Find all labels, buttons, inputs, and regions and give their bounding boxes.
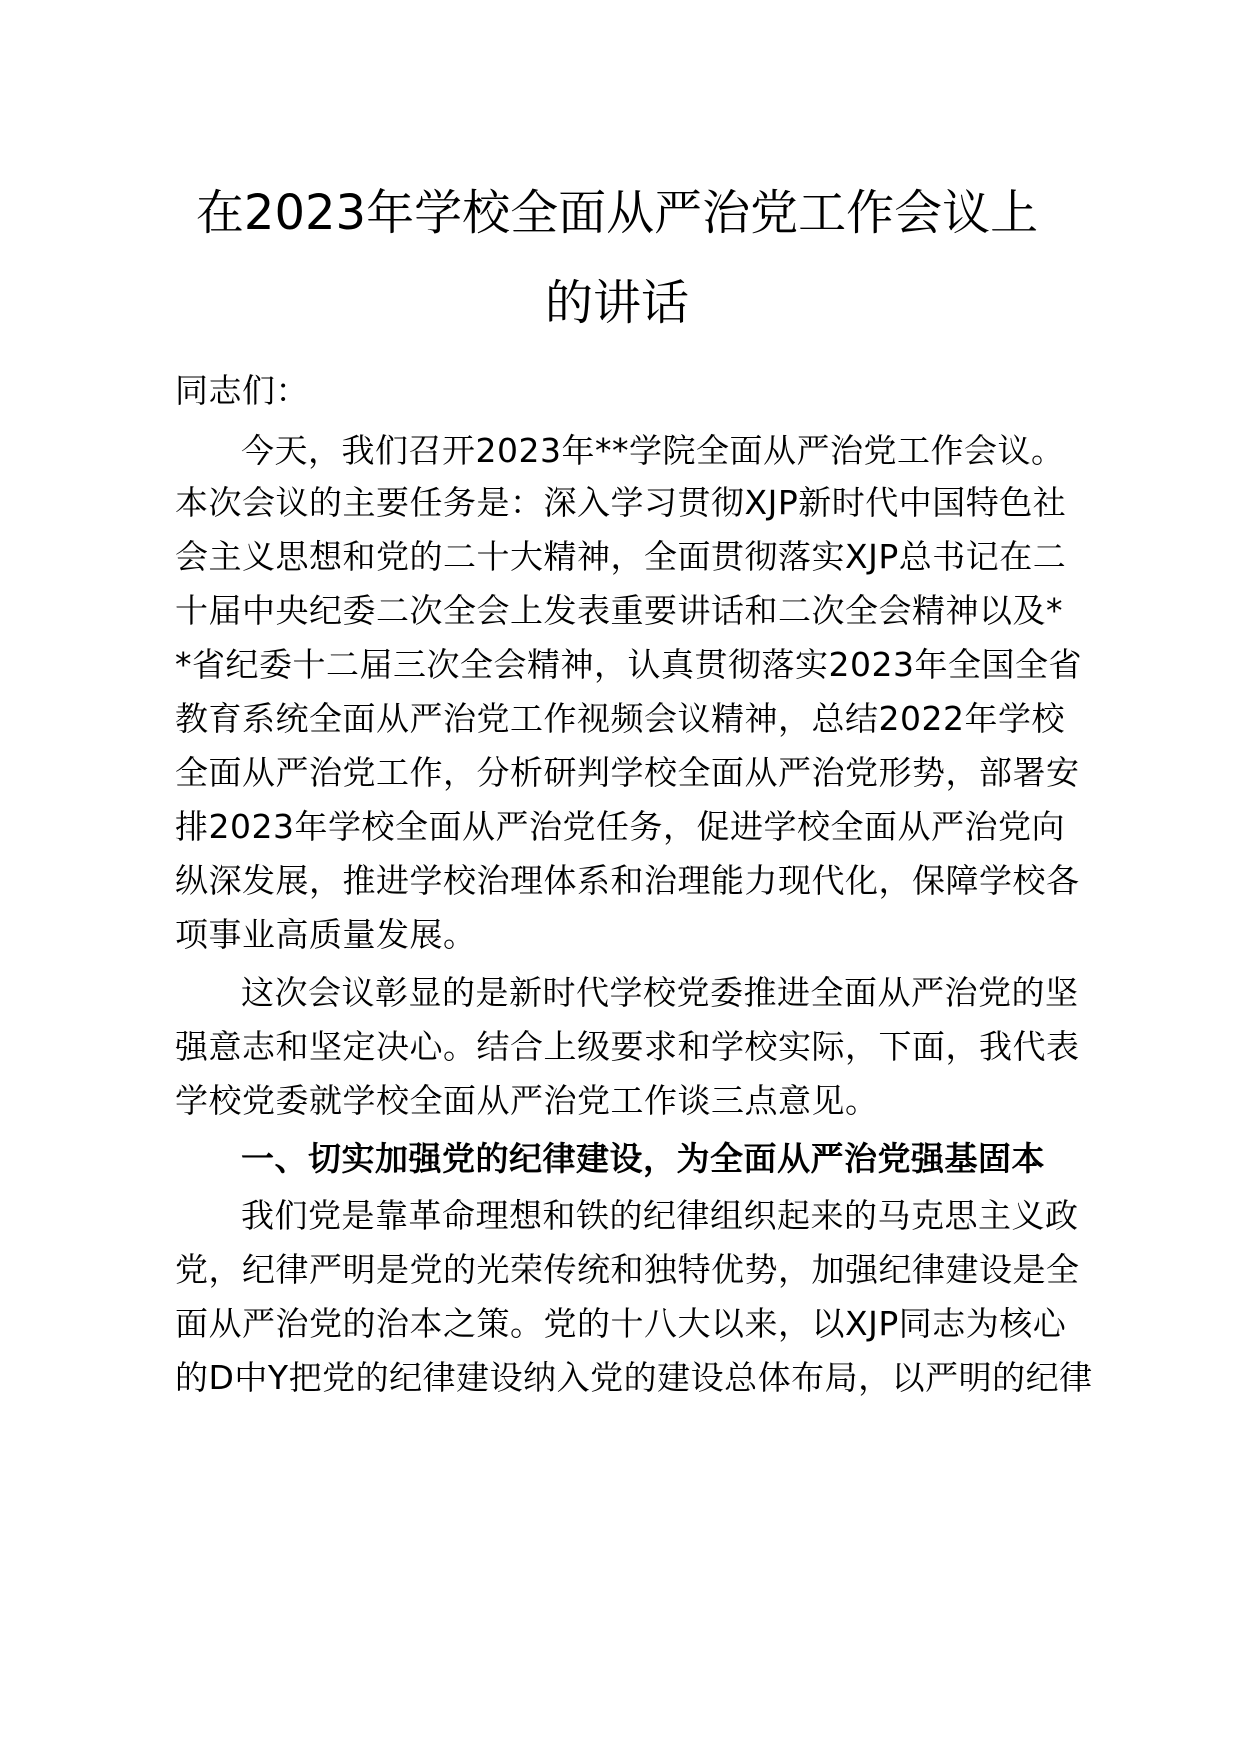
body-line: 今天，我们召开2023年**学院全面从严治党工作会议。 [241, 431, 1065, 470]
body-line: 强意志和坚定决心。结合上级要求和学校实际，下面，我代表 [175, 1027, 1080, 1066]
body-line: *省纪委十二届三次全会精神，认真贯彻落实2023年全国全省 [175, 645, 1082, 684]
section-heading: 一、切实加强党的纪律建设，为全面从严治党强基固本 [241, 1139, 1045, 1178]
body-line: 项事业高质量发展。 [175, 915, 477, 954]
body-line: 学校党委就学校全面从严治党工作谈三点意见。 [175, 1081, 879, 1120]
body-line: 教育系统全面从严治党工作视频会议精神，总结2022年学校 [175, 699, 1065, 738]
document-title-line-2: 的讲话 [544, 275, 689, 331]
body-line: 纵深发展，推进学校治理体系和治理能力现代化，保障学校各 [175, 861, 1080, 900]
body-line: 这次会议彰显的是新时代学校党委推进全面从严治党的坚 [241, 973, 1079, 1012]
document-title-line-1: 在2023年学校全面从严治党工作会议上 [195, 185, 1039, 241]
body-line: 我们党是靠革命理想和铁的纪律组织起来的马克思主义政 [241, 1196, 1079, 1235]
body-line: 十届中央纪委二次全会上发表重要讲话和二次全会精神以及* [175, 591, 1063, 630]
body-line: 排2023年学校全面从严治党任务，促进学校全面从严治党向 [175, 807, 1065, 846]
body-line: 面从严治党的治本之策。党的十八大以来，以XJP同志为核心 [175, 1304, 1067, 1343]
body-line: 本次会议的主要任务是：深入学习贯彻XJP新时代中国特色社 [175, 483, 1067, 522]
body-line: 党，纪律严明是党的光荣传统和独特优势，加强纪律建设是全 [175, 1250, 1080, 1289]
body-line: 会主义思想和党的二十大精神，全面贯彻落实XJP总书记在二 [175, 537, 1067, 576]
salutation: 同志们： [175, 371, 309, 410]
body-line: 的D中Y把党的纪律建设纳入党的建设总体布局，以严明的纪律 [175, 1358, 1093, 1397]
body-line: 全面从严治党工作，分析研判学校全面从严治党形势，部署安 [175, 753, 1080, 792]
